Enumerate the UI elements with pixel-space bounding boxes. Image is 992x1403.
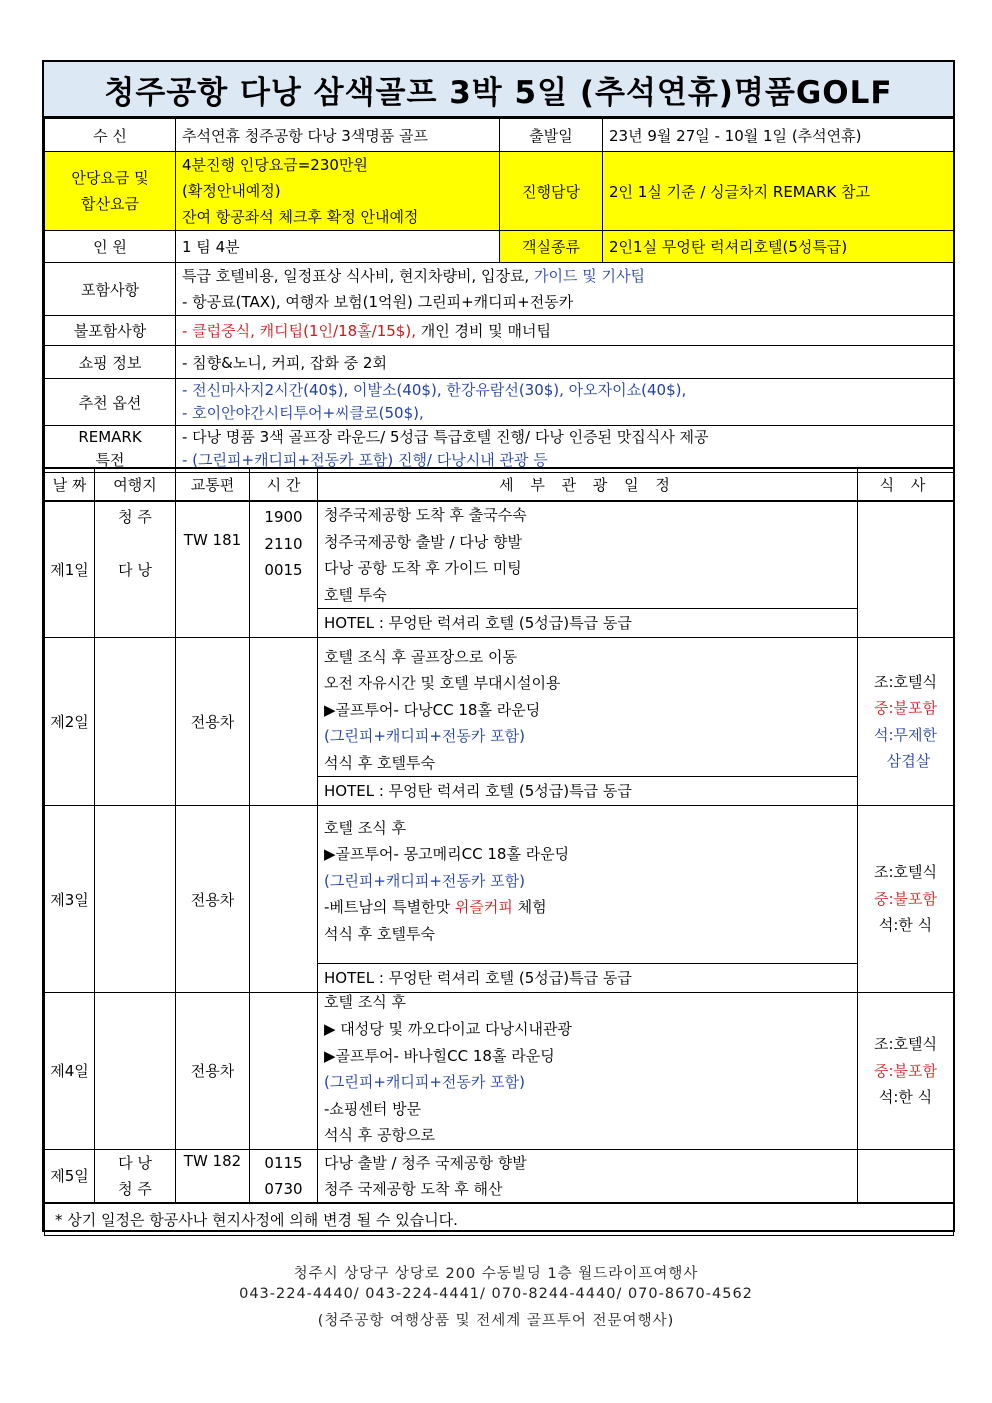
detail-line: 청주 국제공항 도착 후 해산 <box>324 1179 503 1198</box>
detail-spacer <box>318 947 857 963</box>
day-details <box>318 638 858 806</box>
price-label <box>45 152 176 231</box>
detail-line: ▶ 대성당 및 까오다이교 다낭시내관광 <box>324 1020 572 1038</box>
manager-value: 2인 1실 기준 / 싱글차지 REMARK 참고 <box>603 152 954 231</box>
hotel-line: HOTEL : 무엉탄 럭셔리 호텔 (5성급)특급 동급 <box>318 608 857 637</box>
day-meals <box>858 993 954 1150</box>
place: 청 주 <box>118 508 152 526</box>
day-times <box>250 638 318 806</box>
day-meals <box>858 1149 954 1203</box>
day-row <box>45 1149 954 1203</box>
day-times <box>250 501 318 638</box>
detail-line: (그린피+캐디피+전동카 포함) <box>324 1073 525 1091</box>
place: 다 낭 <box>118 561 152 579</box>
included-line1 <box>182 263 947 289</box>
place-blank <box>95 531 175 558</box>
excluded-rest: 개인 경비 및 매너팁 <box>415 322 551 340</box>
room-value: 2인1실 무엉탄 럭셔리호텔(5성특급) <box>603 231 954 263</box>
header-detail: 세 부 관 광 일 정 <box>318 468 858 501</box>
note: * 상기 일정은 항공사나 현지사정에 의해 변경 될 수 있습니다. <box>45 1203 954 1236</box>
footer-tagline: (청주공항 여행상품 및 전세계 골프투어 전문여행사) <box>317 1313 675 1329</box>
day-meals <box>858 806 954 993</box>
place: 다 낭 <box>118 1153 152 1172</box>
day-label: 제2일 <box>45 638 95 806</box>
day-transport: 전용차 <box>176 806 250 993</box>
departure-label: 출발일 <box>500 119 603 152</box>
detail-line: (그린피+캐디피+전동카 포함) <box>324 727 525 745</box>
remark-label <box>45 426 176 473</box>
options-line2: - 호이안야간시티투어+씨클로(50$), <box>182 404 424 422</box>
detail-line: 호텔 조식 후 <box>324 993 406 1011</box>
meal-dinner-detail: 삼겹살 <box>886 752 931 770</box>
day-times <box>250 1149 318 1203</box>
day-meals <box>858 501 954 638</box>
people-value: 1 팀 4분 <box>176 231 500 263</box>
departure-value: 23년 9월 27일 - 10월 1일 (추석연휴) <box>603 119 954 152</box>
included-guide-tip: 가이드 및 기사팁 <box>533 267 645 285</box>
meal-breakfast: 조:호텔식 <box>873 1035 937 1053</box>
recipient-value: 추석연휴 청주공항 다낭 3색명품 골프 <box>176 119 500 152</box>
day-transport: TW 182 <box>176 1149 250 1203</box>
options-line1: - 전신마사지2시간(40$), 이발소(40$), 한강유람선(30$), 아오자이쇼(40$), <box>182 381 687 399</box>
day-places <box>95 501 176 638</box>
excluded-red: - 클럽중식, 캐디팁(1인/18홀/15$), <box>182 322 416 340</box>
time: 0015 <box>264 561 303 579</box>
detail-line: 오전 자유시간 및 호텔 부대시설이용 <box>324 674 561 692</box>
special-coffee: 위즐커피 <box>454 898 513 916</box>
day-row <box>45 806 954 993</box>
day-places <box>95 993 176 1150</box>
itinerary-frame <box>42 60 955 1232</box>
day-label: 제4일 <box>45 993 95 1150</box>
special-text-end: 체험 <box>512 898 547 916</box>
day-transport: TW 181 <box>176 501 250 638</box>
detail-line: 다낭 출발 / 청주 국제공항 향발 <box>324 1153 527 1172</box>
price-line: 잔여 항공좌석 체크후 확정 안내예정 <box>182 208 419 226</box>
recipient-label: 수 신 <box>45 119 176 152</box>
detail-line: 청주국제공항 출발 / 다낭 향발 <box>324 532 523 551</box>
included-line2: - 항공료(TAX), 여행자 보험(1억원) 그린피+캐디피+전동카 <box>182 293 574 311</box>
day-details <box>318 501 858 638</box>
detail-line: ▶골프투어- 몽고메리CC 18홀 라운딩 <box>324 845 570 863</box>
header-place: 여행지 <box>95 468 176 501</box>
people-label: 인 원 <box>45 231 176 263</box>
options-value <box>176 379 954 426</box>
detail-line: ▶골프투어- 바나힐CC 18홀 라운딩 <box>324 1046 555 1065</box>
meal-dinner: 석:한 식 <box>878 916 933 935</box>
price-label-line2: 합산요금 <box>81 195 139 213</box>
detail-line: 석식 후 공항으로 <box>324 1126 435 1144</box>
remark-line2: - (그린피+캐디피+전동카 포함) 진행/ 다낭시내 관광 등 <box>182 451 548 469</box>
excluded-label: 불포함사항 <box>45 316 176 346</box>
header-time: 시 간 <box>250 468 318 501</box>
meal-breakfast: 조:호텔식 <box>873 672 937 691</box>
detail-line: -쇼핑센터 방문 <box>324 1099 422 1118</box>
day-transport: 전용차 <box>176 638 250 806</box>
excluded-value <box>176 316 954 346</box>
price-label-line1: 안당요금 및 <box>71 169 149 187</box>
included-text: 특급 호텔비용, 일정표상 식사비, 현지차량비, 입장료, <box>182 267 534 285</box>
remark-label-line1: REMARK <box>78 428 142 446</box>
meal-lunch: 중:불포함 <box>873 1061 937 1080</box>
remark-label-line2: 특전 <box>95 451 125 469</box>
day-times <box>250 993 318 1150</box>
included-value <box>176 263 954 316</box>
day-label: 제3일 <box>45 806 95 993</box>
detail-line: ▶골프투어- 다낭CC 18홀 라운딩 <box>324 700 541 719</box>
detail-line: 호텔 조식 후 골프장으로 이동 <box>324 647 517 666</box>
time: 1900 <box>264 508 303 526</box>
day-label: 제5일 <box>45 1149 95 1203</box>
shopping-label: 쇼핑 정보 <box>45 346 176 379</box>
day-times <box>250 806 318 993</box>
day-transport: 전용차 <box>176 993 250 1150</box>
detail-line: 호텔 투숙 <box>324 585 387 604</box>
time: 0115 <box>264 1153 303 1172</box>
header-transport: 교통편 <box>176 468 250 501</box>
day-places <box>95 806 176 993</box>
header-day: 날 짜 <box>45 468 95 501</box>
meal-breakfast: 조:호텔식 <box>873 863 937 882</box>
options-label: 추천 옵션 <box>45 379 176 426</box>
time: 2110 <box>264 534 303 553</box>
day-details <box>318 1149 858 1203</box>
detail-line: 다낭 공항 도착 후 가이드 미팅 <box>324 559 522 577</box>
day-meals <box>858 638 954 806</box>
detail-line-special <box>318 894 857 921</box>
hotel-line: HOTEL : 무엉탄 럭셔리 호텔 (5성급)특급 동급 <box>318 776 857 805</box>
remark-value <box>176 426 954 473</box>
detail-line: 호텔 조식 후 <box>324 818 406 837</box>
meal-lunch: 중:불포함 <box>873 699 937 717</box>
day-row <box>45 993 954 1150</box>
included-label: 포함사항 <box>45 263 176 316</box>
detail-line: 석식 후 호텔투숙 <box>324 753 435 772</box>
manager-label: 진행담당 <box>500 152 603 231</box>
day-row <box>45 638 954 806</box>
day-label: 제1일 <box>45 501 95 638</box>
day-details <box>318 993 858 1150</box>
price-value <box>176 152 500 231</box>
detail-line: 석식 후 호텔투숙 <box>324 924 435 943</box>
day-places <box>95 1149 176 1203</box>
info-table <box>44 118 954 473</box>
detail-line: 청주국제공항 도착 후 출국수속 <box>324 506 527 524</box>
day-places <box>95 638 176 806</box>
shopping-value: - 침향&노니, 커피, 잡화 중 2회 <box>176 346 954 379</box>
schedule-table <box>44 467 954 1236</box>
special-text: -베트남의 특별한맛 <box>324 898 455 916</box>
meal-dinner: 석:한 식 <box>878 1088 933 1106</box>
page-title: 청주공항 다낭 삼색골프 3박 5일 (추석연휴)명품GOLF <box>44 62 953 118</box>
room-label: 객실종류 <box>500 231 603 263</box>
header-meal: 식 사 <box>858 468 954 501</box>
detail-line: (그린피+캐디피+전동카 포함) <box>324 871 525 890</box>
time: 0730 <box>264 1179 303 1198</box>
price-line: (확정안내예정) <box>182 182 281 200</box>
meal-lunch: 중:불포함 <box>873 889 937 908</box>
meal-dinner: 석:무제한 <box>873 725 937 744</box>
remark-line1: - 다낭 명품 3색 골프장 라운드/ 5성급 특급호텔 진행/ 다낭 인증된 맛집식사 제공 <box>182 428 709 446</box>
place: 청 주 <box>118 1179 152 1198</box>
day-details <box>318 806 858 993</box>
day-row <box>45 501 954 638</box>
hotel-line: HOTEL : 무엉탄 럭셔리 호텔 (5성급)특급 동급 <box>318 963 857 992</box>
footer-phones: 043-224-4440/ 043-224-4441/ 070-8244-4440/ 070-8670-4562 <box>239 1286 753 1302</box>
price-line: 4분진행 인당요금=230만원 <box>182 156 368 174</box>
footer-address: 청주시 상당구 상당로 200 수동빌딩 1층 월드라이프여행사 <box>293 1266 699 1282</box>
